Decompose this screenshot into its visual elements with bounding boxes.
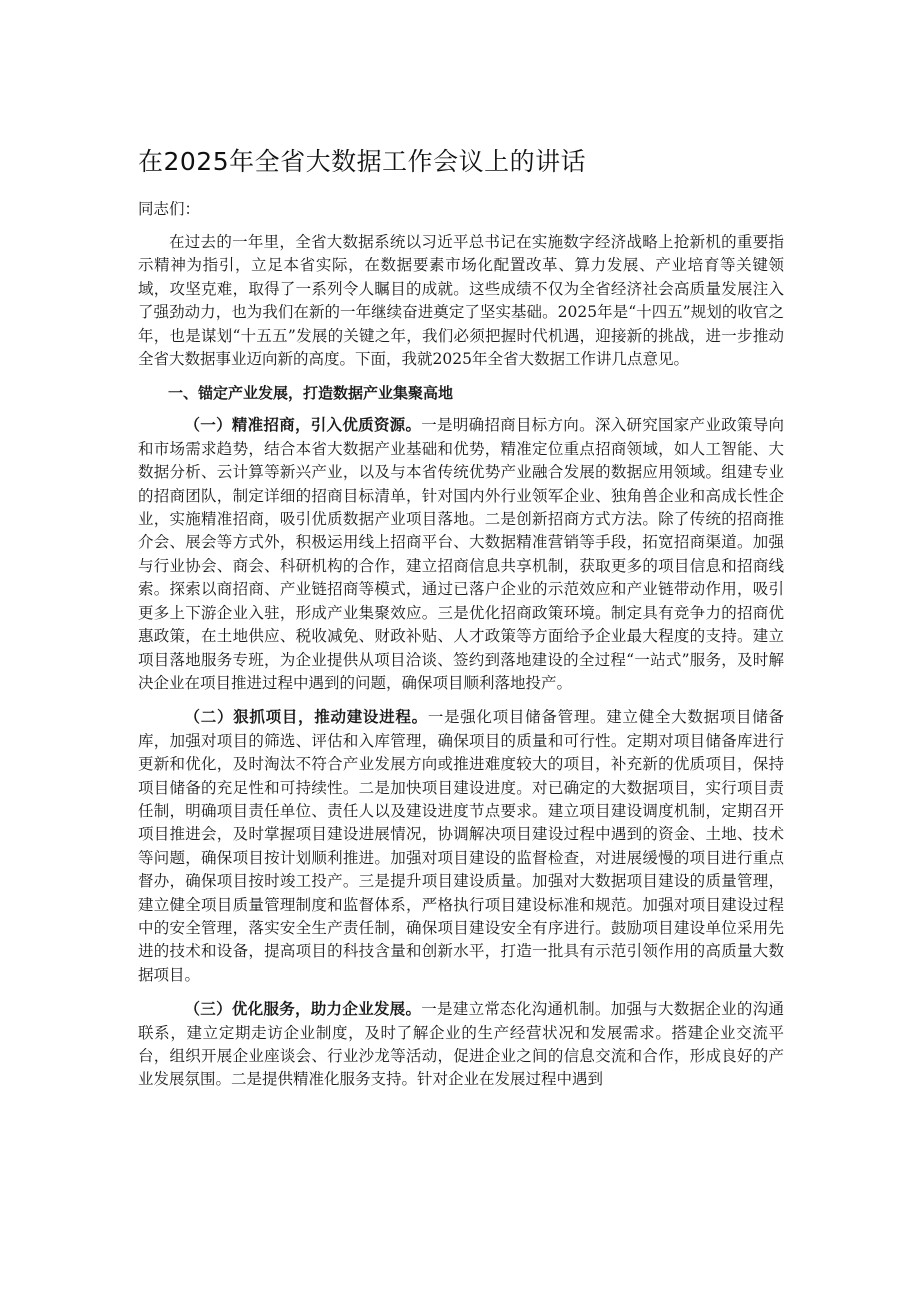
salutation: 同志们： <box>138 200 201 218</box>
intro-paragraph: 在过去的一年里，全省大数据系统以习近平总书记在实施数字经济战略上抢新机的重要指示精神为指引，立足本省实际，在数据要素市场化配置改革、算力发展、产业培育等关键领域，攻坚克难，取得了一系列令人瞩目的成就。这些成绩不仅为全省经济社会高质量发展注入了强劲动力，也为我们在新的一年继续奋进奠定了坚实基础。2025年是“十四五”规划的收官之年，也是谋划“十五五”发展的关键之年，我们必须把握时代机遇，迎接新的挑战，进一步推动全省大数据事业迈向新的高度。下面，我就2025年全省大数据工作讲几点意见。 <box>138 233 784 369</box>
subsection-1-paragraph <box>138 413 784 695</box>
subsection-3-text: 一是建立常态化沟通机制。加强与大数据企业的沟通联系，建立定期走访企业制度，及时了解企业的生产经营状况和发展需求。搭建企业交流平台，组织开展企业座谈会、行业沙龙等活动，促进企业之间的信息交流和合作，形成良好的产业发展氛围。二是提供精准化服务支持。针对企业在发展过程中遇到 <box>138 1000 784 1089</box>
subsection-1-heading: （一）精准招商，引入优质资源。 <box>184 415 422 435</box>
subsection-2-text: 一是强化项目储备管理。建立健全大数据项目储备库，加强对项目的筛选、评估和入库管理，确保项目的质量和可行性。定期对项目储备库进行更新和优化，及时淘汰不符合产业发展方向或推进难度较大的项目，补充新的优质项目，保持项目储备的充足性和可持续性。二是加快项目建设进度。对已确定的大数据项目，实行项目责任制，明确项目责任单位、责任人以及建设进度节点要求。建立项目建设调度机制，定期召开项目推进会，及时掌握项目建设进展情况，协调解决项目建设过程中遇到的资金、土地、技术等问题，确保项目按计划顺利推进。加强对项目建设的监督检查，对进展缓慢的项目进行重点督办，确保项目按时竣工投产。三是提升项目建设质量。加强对大数据项目建设的质量管理，建立健全项目质量管理制度和监督体系，严格执行项目建设标准和规范。加强对项目建设过程中的安全管理，落实安全生产责任制，确保项目建设安全有序进行。鼓励项目建设单位采用先进的技术和设备，提高项目的科技含量和创新水平，打造一批具有示范引领作用的高质量大数据项目。 <box>138 708 784 984</box>
document-title: 在2025年全省大数据工作会议上的讲话 <box>138 147 587 176</box>
subsection-2-paragraph <box>138 705 784 987</box>
subsection-2-heading: （二）狠抓项目，推动建设进程。 <box>184 707 428 727</box>
subsection-1-text: 一是明确招商目标方向。深入研究国家产业政策导向和市场需求趋势，结合本省大数据产业基础和优势，精准定位重点招商领域，如人工智能、大数据分析、云计算等新兴产业，以及与本省传统优势产业融合发展的数据应用领域。组建专业的招商团队，制定详细的招商目标清单，针对国内外行业领军企业、独角兽企业和高成长性企业，实施精准招商，吸引优质数据产业项目落地。二是创新招商方式方法。除了传统的招商推介会、展会等方式外，积极运用线上招商平台、大数据精准营销等手段，拓宽招商渠道。加强与行业协会、商会、科研机构的合作，建立招商信息共享机制，获取更多的项目信息和招商线索。探索以商招商、产业链招商等模式，通过已落户企业的示范效应和产业链带动作用，吸引更多上下游企业入驻，形成产业集聚效应。三是优化招商政策环境。制定具有竞争力的招商优惠政策，在土地供应、税收减免、财政补贴、人才政策等方面给予企业最大程度的支持。建立项目落地服务专班，为企业提供从项目洽谈、签约到落地建设的全过程“一站式”服务，及时解决企业在项目推进过程中遇到的问题，确保项目顺利落地投产。 <box>138 416 784 692</box>
subsection-3-paragraph <box>138 997 784 1092</box>
section-1-heading: 一、锚定产业发展，打造数据产业集聚高地 <box>168 384 454 403</box>
subsection-3-heading: （三）优化服务，助力企业发展。 <box>184 999 422 1019</box>
document-page <box>138 145 784 1102</box>
